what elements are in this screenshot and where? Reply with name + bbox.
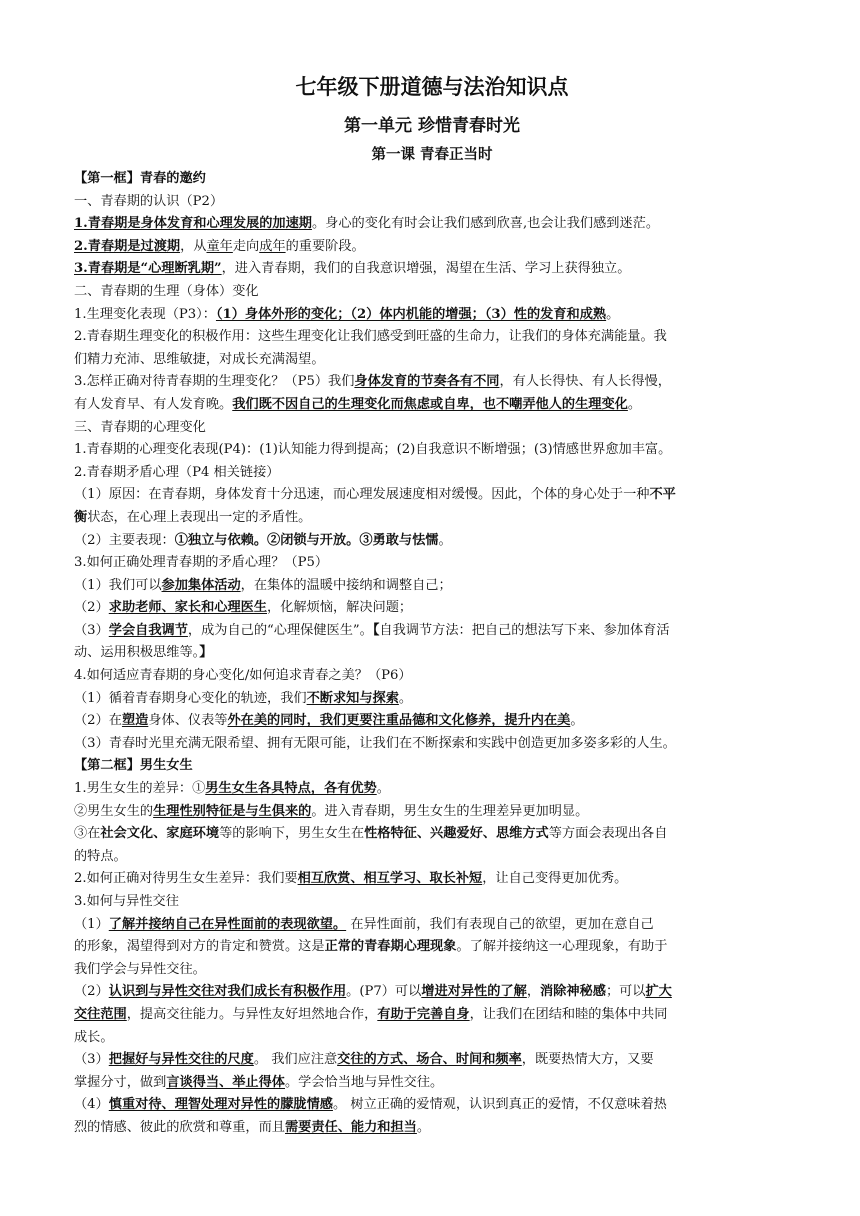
emphasized-text: 衡 (74, 509, 88, 525)
text-line (74, 349, 790, 372)
text-run: 等方面会表现出各自 (548, 826, 668, 842)
text-run: 。进入青春期，男生女生的生理差异更加明显。 (311, 803, 589, 819)
text-line (74, 1117, 790, 1140)
text-run: （2）主要表现： (74, 532, 175, 548)
emphasized-text: 【 (372, 622, 380, 638)
text-line (74, 597, 790, 620)
text-line (74, 258, 790, 281)
text-run: ，有人长得快、有人长得慢， (499, 374, 671, 390)
emphasized-text: 需要责任、能力和担当 (285, 1119, 417, 1135)
text-line (74, 778, 790, 801)
text-run: 。 (438, 532, 452, 548)
emphasized-text: 了解并接纳自己在异性面前的表现欲望。 (108, 916, 347, 932)
emphasized-text: 我们既不因自己的生理变化而焦虑或自卑，也不嘲弄他人的生理变化 (232, 396, 628, 412)
text-line (74, 575, 790, 598)
emphasized-text: 学会自我调节 (108, 622, 188, 638)
text-run: 。 (398, 690, 413, 706)
text-run: 一、青春期的认识（P2） (74, 193, 224, 209)
text-line (74, 665, 790, 688)
text-run: 我们学会与异性交往。 (74, 961, 206, 977)
text-run: 掌握分寸，做到 (74, 1074, 167, 1090)
text-run: （2）在 (74, 713, 122, 729)
text-line (74, 394, 790, 417)
text-run: 自我调节方法：把自己的想法写下来、参加体育活 (379, 622, 670, 638)
text-line (74, 914, 790, 937)
text-run: 。 (627, 396, 642, 412)
emphasized-text: 把握好与异性交往的尺度 (108, 1052, 254, 1068)
text-line (74, 1049, 790, 1072)
text-run: ，既要热情大方，又要 (521, 1052, 654, 1068)
text-line (74, 710, 790, 733)
text-run: 3.怎样正确对待青春期的生理变化？（P5）我们 (74, 374, 355, 390)
unit-title: 第一单元 珍惜青春时光 (344, 116, 520, 136)
text-run: ， (526, 984, 540, 1000)
text-run: （2） (74, 600, 109, 616)
text-run: ，提高交往能力。与异性友好坦然地合作， (126, 1006, 378, 1022)
text-run: （1）原因：在青春期，身体发育十分迅速，而心理发展速度相对缓慢。因此，个体的身心处于一种 (74, 487, 650, 503)
text-run: 2.青春期生理变化的积极作用：这些生理变化让我们感受到旺盛的生命力，让我们的身体充满能量。我 (74, 329, 667, 345)
text-run: 有人发育早、有人发育晚。 (74, 396, 233, 412)
text-run: ③在 (74, 826, 101, 842)
emphasized-text: 社会文化、家庭环境 (100, 826, 220, 842)
emphasized-text: 1.青春期是身体发育和心理发展的加速期 (74, 216, 312, 232)
emphasized-text: ①独立与依赖。②闭锁与开放。③勇敢与怯懦 (174, 532, 439, 548)
text-run: ，化解烦恼，解决问题； (267, 600, 413, 616)
text-line (74, 191, 790, 214)
text-run: 二、青春期的生理（身体）变化 (74, 283, 259, 299)
emphasized-text: 2.青春期是过渡期 (74, 238, 181, 254)
text-run: ；可以 (605, 984, 646, 1000)
text-run: （3） (74, 622, 109, 638)
text-line (74, 530, 790, 553)
emphasized-text: 不断求知与探索 (306, 690, 399, 706)
emphasized-text: 身体发育的节奏各有不同 (354, 374, 500, 390)
emphasized-text: 相互欣赏、相互学习、取长补短 (297, 871, 483, 887)
text-run: 2.如何正确对待男生女生差异：我们要 (74, 871, 298, 887)
text-run: 。 (606, 306, 620, 322)
emphasized-text: 童年 (206, 238, 233, 254)
text-run: （3） (74, 1052, 109, 1068)
text-run: 等的影响下，男生女生在 (219, 826, 365, 842)
text-run: ，进入青春期，我们的自我意识增强，渴望在生活、学习上获得独立。 (221, 261, 631, 277)
text-run: ，成为自己的“心理保健医生”。 (187, 622, 373, 638)
text-run: （4） (74, 1097, 109, 1113)
text-run: 。 我们应注意 (253, 1052, 338, 1068)
text-line (74, 507, 790, 530)
text-line (74, 439, 790, 462)
text-run: （1）循着青春期身心变化的轨迹，我们 (74, 690, 307, 706)
text-run: 三、青春期的心理变化 (74, 419, 206, 435)
text-run: 1.男生女生的差异：① (74, 781, 206, 797)
text-line (74, 462, 790, 485)
text-run: 动、运用积极思维等。 (74, 645, 200, 661)
text-line (74, 168, 790, 191)
text-line (74, 981, 790, 1004)
text-line (74, 868, 790, 891)
text-run: ，让自己变得更加优秀。 (482, 871, 628, 887)
emphasized-text: 男生女生各具特点，各有优势 (205, 781, 377, 797)
text-line (74, 936, 790, 959)
text-run: ，让我们在团结和睦的集体中共同 (469, 1006, 668, 1022)
text-line (74, 326, 790, 349)
text-line (74, 371, 790, 394)
text-run: 。 (416, 1119, 431, 1135)
emphasized-text: 参加集体活动 (161, 577, 241, 593)
text-run: （1） (74, 916, 109, 932)
text-line (74, 236, 790, 259)
text-line (74, 733, 790, 756)
emphasized-text: 求助老师、家长和心理医生 (108, 600, 268, 616)
text-line (74, 213, 790, 236)
text-line (74, 801, 790, 824)
text-line (74, 1072, 790, 1095)
text-run: 状态，在心理上表现出一定的矛盾性。 (87, 509, 312, 525)
text-run: （2） (74, 984, 109, 1000)
text-line (74, 688, 790, 711)
lesson-title: 第一课 青春正当时 (371, 147, 493, 163)
text-line (74, 552, 790, 575)
emphasized-text: 增进对异性的了解 (421, 984, 527, 1000)
emphasized-text: 外在美的同时，我们更要注重品德和文化修养，提升内在美 (227, 713, 571, 729)
text-run: （3）青春时光里充满无限希望、拥有无限可能，让我们在不断探索和实践中创造更加多姿多彩的人生。 (74, 735, 676, 751)
document-body (74, 168, 790, 1140)
emphasized-text: 认识到与异性交往对我们成长有积极作用 (108, 984, 347, 1000)
text-line (74, 1004, 790, 1027)
document-title: 七年级下册道德与法治知识点 (295, 75, 569, 99)
text-run: 。了解并接纳这一心理现象，有助于 (456, 939, 668, 955)
emphasized-text: 扩大 (645, 984, 672, 1000)
text-line (74, 304, 790, 327)
emphasized-text: 性格特征、兴趣爱好、思维方式 (364, 826, 549, 842)
text-line (74, 484, 790, 507)
emphasized-text: 【第一框】青春的邀约 (74, 171, 206, 186)
text-line (74, 755, 790, 778)
emphasized-text: 【第二框】男生女生 (74, 758, 193, 774)
text-run: 走向 (232, 238, 260, 254)
text-run: 。 树立正确的爱情观，认识到真正的爱情，不仅意味着热 (332, 1097, 667, 1113)
text-run: 的重要阶段。 (285, 238, 365, 254)
text-run: （1）我们可以 (74, 577, 162, 593)
text-run: 的形象，渴望得到对方的肯定和赞赏。这是 (74, 939, 325, 955)
text-line (74, 620, 790, 643)
text-run: ②男生女生的 (74, 803, 154, 819)
emphasized-text: 有助于完善自身 (377, 1006, 470, 1022)
text-run: 。 (570, 713, 584, 729)
text-run: 。身心的变化有时会让我们感到欣喜,也会让我们感到迷茫。 (311, 216, 660, 232)
text-run: 。 (376, 781, 390, 797)
emphasized-text: 交往的方式、场合、时间和频率 (337, 1052, 522, 1068)
emphasized-text: 不平 (649, 487, 676, 503)
text-run: 烈的情感、彼此的欣赏和尊重，而且 (74, 1119, 285, 1135)
emphasized-text: 消除神秘感 (540, 984, 606, 1000)
text-run: ，从 (180, 238, 207, 254)
text-line (74, 1027, 790, 1050)
emphasized-text: 】 (199, 645, 213, 661)
text-run: 2.青春期矛盾心理（P4 相关链接） (74, 464, 280, 480)
text-run: 3.如何正确处理青春期的矛盾心理？（P5） (74, 555, 329, 571)
emphasized-text: 3.青春期是“心理断乳期” (74, 261, 222, 277)
emphasized-text: （1）身体外形的变化；（2）体内机能的增强；（3）性的发育和成熟 (215, 306, 607, 322)
text-line (74, 417, 790, 440)
emphasized-text: 成年 (259, 238, 286, 254)
text-run: 4.如何适应青春期的身心变化/如何追求青春之美？（P6） (74, 668, 412, 684)
text-run: 在异性面前，我们有表现自己的欲望，更加在意自己 (346, 916, 654, 932)
text-run: 的特点。 (74, 848, 127, 864)
emphasized-text: 慎重对待、理智处理对异性的朦胧情感 (108, 1097, 333, 1113)
emphasized-text: 塑造 (121, 713, 149, 729)
text-line (74, 1094, 790, 1117)
text-line (74, 642, 790, 665)
document-page (74, 72, 790, 1140)
emphasized-text: 正常的青春期心理现象 (324, 939, 457, 955)
text-run: 。(P7）可以 (346, 984, 422, 1000)
text-line (74, 281, 790, 304)
text-run: 。学会恰当地与异性交往。 (285, 1074, 444, 1090)
text-line (74, 959, 790, 982)
text-line (74, 891, 790, 914)
emphasized-text: 交往范围 (74, 1006, 127, 1022)
text-line (74, 823, 790, 846)
emphasized-text: 言谈得当、举止得体 (166, 1074, 285, 1090)
text-run: 成长。 (74, 1029, 114, 1045)
text-run: ，在集体的温暖中接纳和调整自己； (240, 577, 452, 593)
text-run: 们精力充沛、思维敏捷，对成长充满渴望。 (74, 351, 325, 367)
text-run: 3.如何与异性交往 (74, 894, 179, 909)
text-run: 身体、仪表等 (148, 713, 228, 729)
text-line (74, 846, 790, 869)
emphasized-text: 生理性别特征是与生俱来的 (153, 803, 312, 819)
text-run: 1.生理变化表现（P3）： (74, 306, 216, 322)
text-run: 1.青春期的心理变化表现(P4)：(1)认知能力得到提高；(2)自我意识不断增强；(3)情感世界愈加丰富。 (74, 442, 672, 458)
